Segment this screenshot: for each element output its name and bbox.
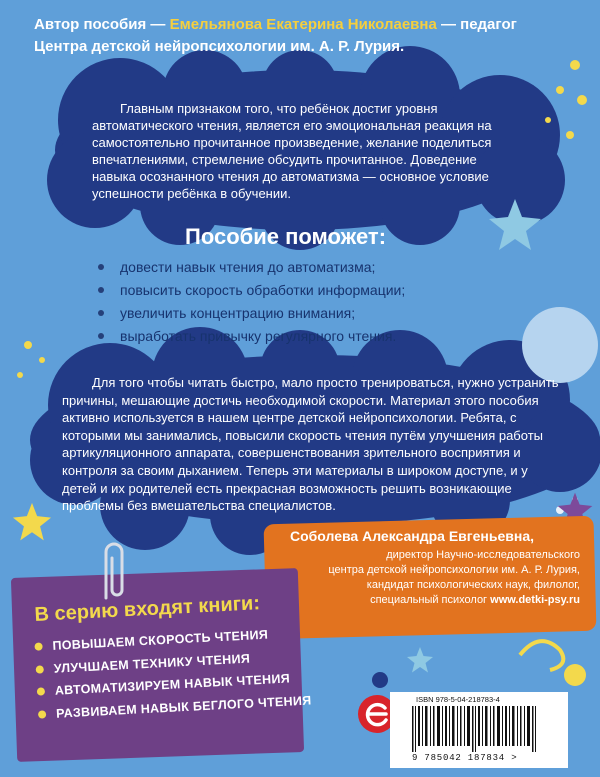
signature-name: Соболева Александра Евгеньевна,: [290, 528, 534, 544]
dot-icon: [38, 710, 46, 718]
author-line: [34, 14, 574, 58]
dot-icon: [98, 264, 104, 270]
list-item: ПОВЫШАЕМ СКОРОСТЬ ЧТЕНИЯ: [30, 621, 308, 658]
isbn-text: ISBN 978-5-04-218783-4: [416, 695, 500, 704]
dot-icon: [34, 642, 42, 650]
list-item: увеличить концентрацию внимания;: [92, 302, 512, 325]
star-icon: [405, 645, 435, 675]
barcode-digits: 9 785042 187834 >: [412, 753, 518, 763]
benefits-list: [92, 256, 512, 348]
benefits-heading: Пособие поможет:: [185, 224, 387, 249]
website-link[interactable]: www.detki-psy.ru: [490, 594, 580, 606]
author-name: Емельянова Екатерина Николаевна: [169, 16, 437, 33]
series-title: В серию входят книги:: [34, 592, 261, 626]
list-item: довести навык чтения до автоматизма;: [92, 256, 512, 279]
author-prefix: Автор пособия —: [34, 16, 170, 33]
list-item: РАЗВИВАЕМ НАВЫК БЕГЛОГО ЧТЕНИЯ: [34, 689, 312, 726]
dot-icon: [36, 665, 44, 673]
author-suffix: — педагог: [436, 16, 517, 33]
dot-icon: [98, 333, 104, 339]
main-paragraph: Для того чтобы читать быстро, мало просто тренироваться, нужно устранить причины, мешающие достичь необходимой скорости. Материал этого пособия активно используется в нашем центре детской нейропсихологии. Ребята, с которыми мы занимались, повысили скорость чтения путём улучшения работы артикуляционного аппарата, совершенствования зрительного восприятия и контроля за своим дыханием. Теперь эти материалы в широком доступе, и у детей и их родителей есть прекрасная возможность решить возникающие проблемы без вмешательства специалистов.: [62, 375, 559, 514]
swirl-decoration: [520, 641, 563, 670]
intro-paragraph: Главным признаком того, что ребёнок достиг уровня автоматического чтения, является его эмоциональная реакция на самостоятельно прочитанное произведение, желание поделиться впечатлениями, стремление обсудить прочитанное. Доведение навыка осознанного чтения до автоматизма — основное условие успешности ребёнка в обучении.: [92, 101, 492, 201]
star-icon: [485, 195, 545, 255]
list-item: УЛУЧШАЕМ ТЕХНИКУ ЧТЕНИЯ: [31, 644, 309, 681]
light-blob: [522, 307, 598, 383]
series-list: [30, 621, 312, 725]
dot-icon: [37, 687, 45, 695]
dot-icon: [98, 287, 104, 293]
star-icon: [10, 500, 54, 544]
list-item: АВТОМАТИЗИРУЕМ НАВЫК ЧТЕНИЯ: [32, 666, 310, 703]
signature-role: директор Научно-исследовательского центра детской нейропсихологии им. А. Р. Лурия, кандидат психологических наук, филолог, специальный психолог www.detki-psy.ru: [328, 549, 580, 606]
paperclip-icon: [92, 538, 132, 608]
author-affiliation: Центра детской нейропсихологии им. А. Р. Лурия.: [34, 38, 405, 55]
list-item: выработать привычку регулярного чтения.: [92, 325, 512, 348]
list-item: повысить скорость обработки информации;: [92, 279, 512, 302]
dot-icon: [98, 310, 104, 316]
